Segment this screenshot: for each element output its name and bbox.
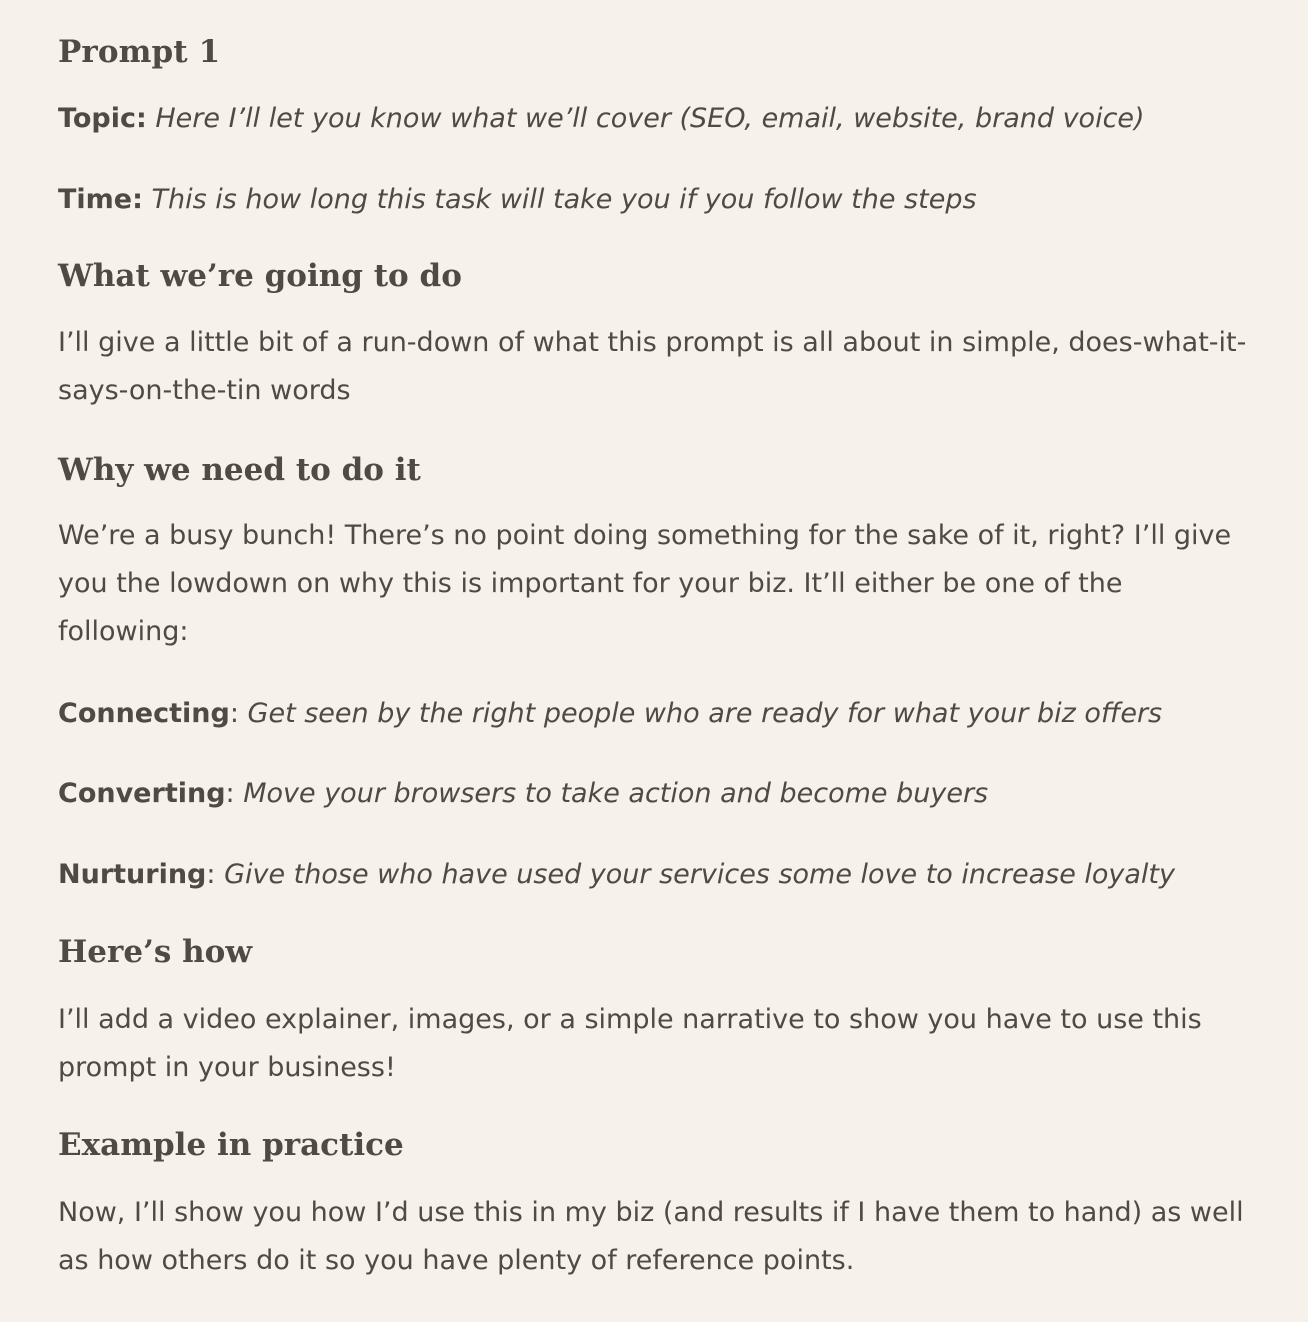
tag-nurturing [58, 851, 1248, 899]
section-heading-what: What we’re going to do [58, 258, 462, 294]
time-label: Time: [58, 184, 143, 215]
time-value: This is how long this task will take you if you follow the steps [151, 184, 977, 215]
section-heading-why: Why we need to do it [58, 452, 421, 488]
tag-converting [58, 770, 1248, 818]
section-body-example: Now, I’ll show you how I’d use this in my biz (and results if I have them to hand) as well as how others do it so you have plenty of reference points. [58, 1197, 1244, 1276]
tag-separator: : [229, 698, 248, 729]
topic-value: Here I’ll let you know what we’ll cover (SEO, email, website, brand voice) [155, 103, 1145, 134]
tag-description: Get seen by the right people who are ready for what your biz offers [247, 698, 1163, 729]
tag-label: Connecting [58, 698, 230, 729]
tag-description: Give those who have used your services some love to increase loyalty [224, 859, 1175, 890]
section-heading-how: Here’s how [58, 934, 253, 970]
section-body-why: We’re a busy bunch! There’s no point doing something for the sake of it, right? I’ll give you the lowdown on why this is important for your biz. It’ll either be one of the following: [58, 520, 1232, 647]
tag-label: Nurturing [58, 859, 207, 890]
page-title: Prompt 1 [58, 34, 221, 70]
tag-connecting [58, 690, 1248, 738]
tag-label: Converting [58, 778, 226, 809]
tag-separator: : [206, 859, 225, 890]
section-body-what: I’ll give a little bit of a run-down of what this prompt is all about in simple, does-what-it-says-on-the-tin words [58, 327, 1247, 406]
topic-line [58, 95, 1248, 143]
tag-separator: : [225, 778, 244, 809]
time-line [58, 176, 1248, 224]
tag-description: Move your browsers to take action and become buyers [243, 778, 989, 809]
section-body-how: I’ll add a video explainer, images, or a simple narrative to show you have to use this prompt in your business! [58, 1004, 1202, 1083]
topic-label: Topic: [58, 103, 147, 134]
section-heading-example: Example in practice [58, 1127, 404, 1163]
